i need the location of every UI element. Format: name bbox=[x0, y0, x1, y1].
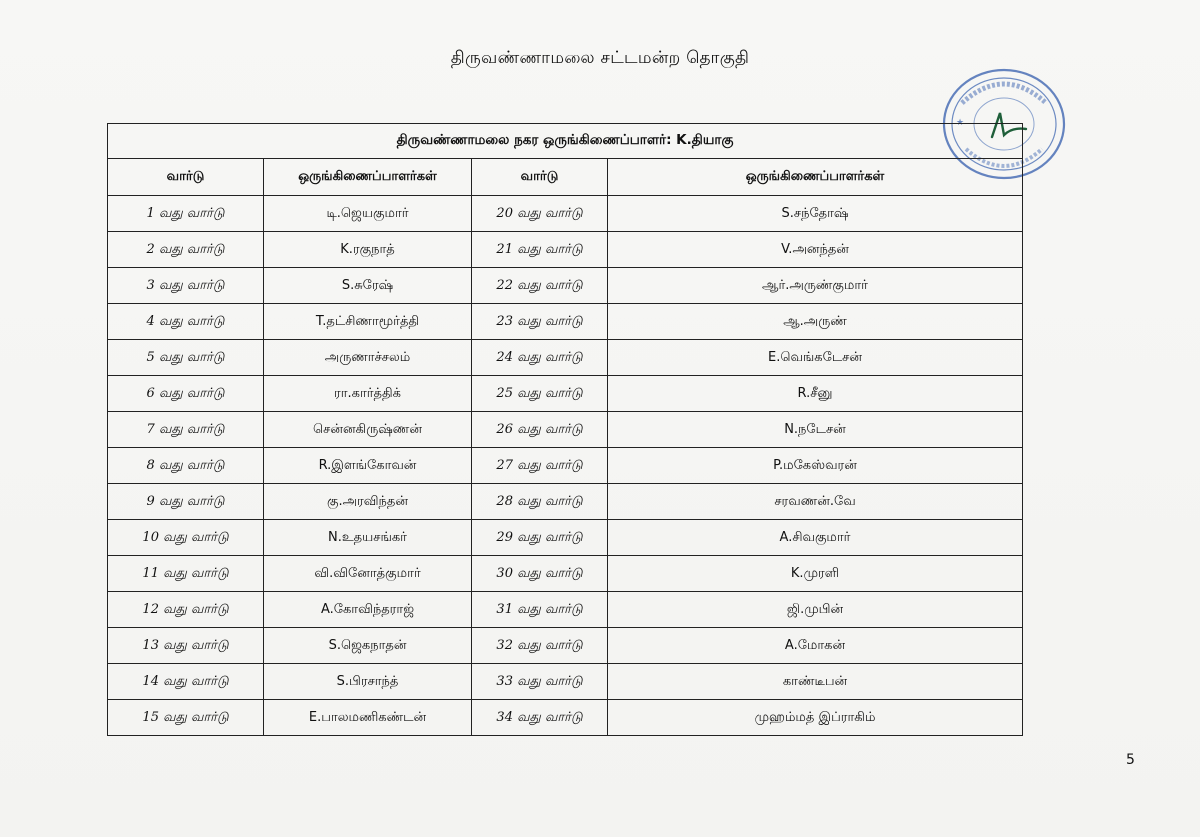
column-header-coordinators-right: ஒருங்கிணைப்பாளர்கள் bbox=[608, 159, 1023, 196]
coordinator-right-cell: ஜி.முபின் bbox=[608, 592, 1023, 628]
page-number: 5 bbox=[1126, 752, 1135, 768]
column-header-coordinators-left: ஒருங்கிணைப்பாளர்கள் bbox=[264, 159, 472, 196]
coordinator-left-cell: வி.வினோத்குமார் bbox=[264, 556, 472, 592]
ward-right-cell: 23 வது வார்டு bbox=[472, 304, 608, 340]
coordinator-right-cell: K.முரளி bbox=[608, 556, 1023, 592]
ward-left-cell: 6 வது வார்டு bbox=[108, 376, 264, 412]
ward-left-cell: 15 வது வார்டு bbox=[108, 700, 264, 736]
ward-right-cell: 29 வது வார்டு bbox=[472, 520, 608, 556]
coordinator-right-cell: சரவணன்.வே bbox=[608, 484, 1023, 520]
ward-left-cell: 12 வது வார்டு bbox=[108, 592, 264, 628]
ward-left-cell: 7 வது வார்டு bbox=[108, 412, 264, 448]
ward-left-cell: 2 வது வார்டு bbox=[108, 232, 264, 268]
ward-right-cell: 27 வது வார்டு bbox=[472, 448, 608, 484]
ward-right-cell: 30 வது வார்டு bbox=[472, 556, 608, 592]
ward-left-cell: 14 வது வார்டு bbox=[108, 664, 264, 700]
column-header-ward-right: வார்டு bbox=[472, 159, 608, 196]
coordinator-right-cell: V.அனந்தன் bbox=[608, 232, 1023, 268]
coordinator-right-cell: E.வெங்கடேசன் bbox=[608, 340, 1023, 376]
table-row bbox=[108, 448, 1023, 484]
table-body bbox=[108, 196, 1023, 736]
ward-left-cell: 3 வது வார்டு bbox=[108, 268, 264, 304]
ward-left-cell: 8 வது வார்டு bbox=[108, 448, 264, 484]
table-row bbox=[108, 376, 1023, 412]
coordinator-left-cell: E.பாலமணிகண்டன் bbox=[264, 700, 472, 736]
coordinator-left-cell: A.கோவிந்தராஜ் bbox=[264, 592, 472, 628]
table-header-row bbox=[108, 159, 1023, 196]
ward-right-cell: 28 வது வார்டு bbox=[472, 484, 608, 520]
ward-right-cell: 24 வது வார்டு bbox=[472, 340, 608, 376]
coordinator-left-cell: கு.அரவிந்தன் bbox=[264, 484, 472, 520]
coordinator-right-cell: S.சந்தோஷ் bbox=[608, 196, 1023, 232]
ward-left-cell: 1 வது வார்டு bbox=[108, 196, 264, 232]
coordinator-left-cell: T.தட்சிணாமூர்த்தி bbox=[264, 304, 472, 340]
coordinator-left-cell: S.ஜெகநாதன் bbox=[264, 628, 472, 664]
ward-left-cell: 5 வது வார்டு bbox=[108, 340, 264, 376]
coordinators-table bbox=[107, 123, 1023, 736]
ward-left-cell: 9 வது வார்டு bbox=[108, 484, 264, 520]
table-caption: திருவண்ணாமலை நகர ஒருங்கிணைப்பாளர்: K.தியாகு bbox=[108, 124, 1023, 159]
table-row bbox=[108, 556, 1023, 592]
table-row bbox=[108, 340, 1023, 376]
coordinator-right-cell: ஆர்.அருண்குமார் bbox=[608, 268, 1023, 304]
table-row bbox=[108, 412, 1023, 448]
table-row bbox=[108, 484, 1023, 520]
table-row bbox=[108, 520, 1023, 556]
coordinator-right-cell: A.மோகன் bbox=[608, 628, 1023, 664]
coordinator-right-cell: N.நடேசன் bbox=[608, 412, 1023, 448]
page-title: திருவண்ணாமலை சட்டமன்ற தொகுதி bbox=[450, 48, 750, 68]
coordinator-left-cell: சென்னகிருஷ்ணன் bbox=[264, 412, 472, 448]
table-row bbox=[108, 268, 1023, 304]
coordinator-left-cell: K.ரகுநாத் bbox=[264, 232, 472, 268]
table-row bbox=[108, 196, 1023, 232]
coordinator-left-cell: ரா.கார்த்திக் bbox=[264, 376, 472, 412]
table-row bbox=[108, 664, 1023, 700]
coordinator-left-cell: N.உதயசங்கர் bbox=[264, 520, 472, 556]
ward-left-cell: 13 வது வார்டு bbox=[108, 628, 264, 664]
column-header-ward-left: வார்டு bbox=[108, 159, 264, 196]
coordinator-left-cell: S.பிரசாந்த் bbox=[264, 664, 472, 700]
ward-right-cell: 26 வது வார்டு bbox=[472, 412, 608, 448]
ward-right-cell: 25 வது வார்டு bbox=[472, 376, 608, 412]
coordinator-left-cell: R.இளங்கோவன் bbox=[264, 448, 472, 484]
coordinator-right-cell: முஹம்மத் இப்ராகிம் bbox=[608, 700, 1023, 736]
svg-text:★: ★ bbox=[956, 118, 965, 128]
coordinator-right-cell: காண்டீபன் bbox=[608, 664, 1023, 700]
coordinator-left-cell: S.சுரேஷ் bbox=[264, 268, 472, 304]
table-row bbox=[108, 592, 1023, 628]
coordinator-right-cell: P.மகேஸ்வரன் bbox=[608, 448, 1023, 484]
ward-right-cell: 31 வது வார்டு bbox=[472, 592, 608, 628]
ward-right-cell: 33 வது வார்டு bbox=[472, 664, 608, 700]
table-row bbox=[108, 628, 1023, 664]
ward-right-cell: 22 வது வார்டு bbox=[472, 268, 608, 304]
table-row bbox=[108, 304, 1023, 340]
ward-left-cell: 10 வது வார்டு bbox=[108, 520, 264, 556]
ward-right-cell: 21 வது வார்டு bbox=[472, 232, 608, 268]
table-row bbox=[108, 700, 1023, 736]
coordinator-right-cell: R.சீனு bbox=[608, 376, 1023, 412]
ward-right-cell: 20 வது வார்டு bbox=[472, 196, 608, 232]
ward-right-cell: 34 வது வார்டு bbox=[472, 700, 608, 736]
coordinator-left-cell: அருணாச்சலம் bbox=[264, 340, 472, 376]
coordinator-left-cell: டி.ஜெயகுமார் bbox=[264, 196, 472, 232]
ward-left-cell: 11 வது வார்டு bbox=[108, 556, 264, 592]
coordinator-right-cell: A.சிவகுமார் bbox=[608, 520, 1023, 556]
table-row bbox=[108, 232, 1023, 268]
ward-left-cell: 4 வது வார்டு bbox=[108, 304, 264, 340]
coordinator-right-cell: ஆ.அருண் bbox=[608, 304, 1023, 340]
ward-right-cell: 32 வது வார்டு bbox=[472, 628, 608, 664]
